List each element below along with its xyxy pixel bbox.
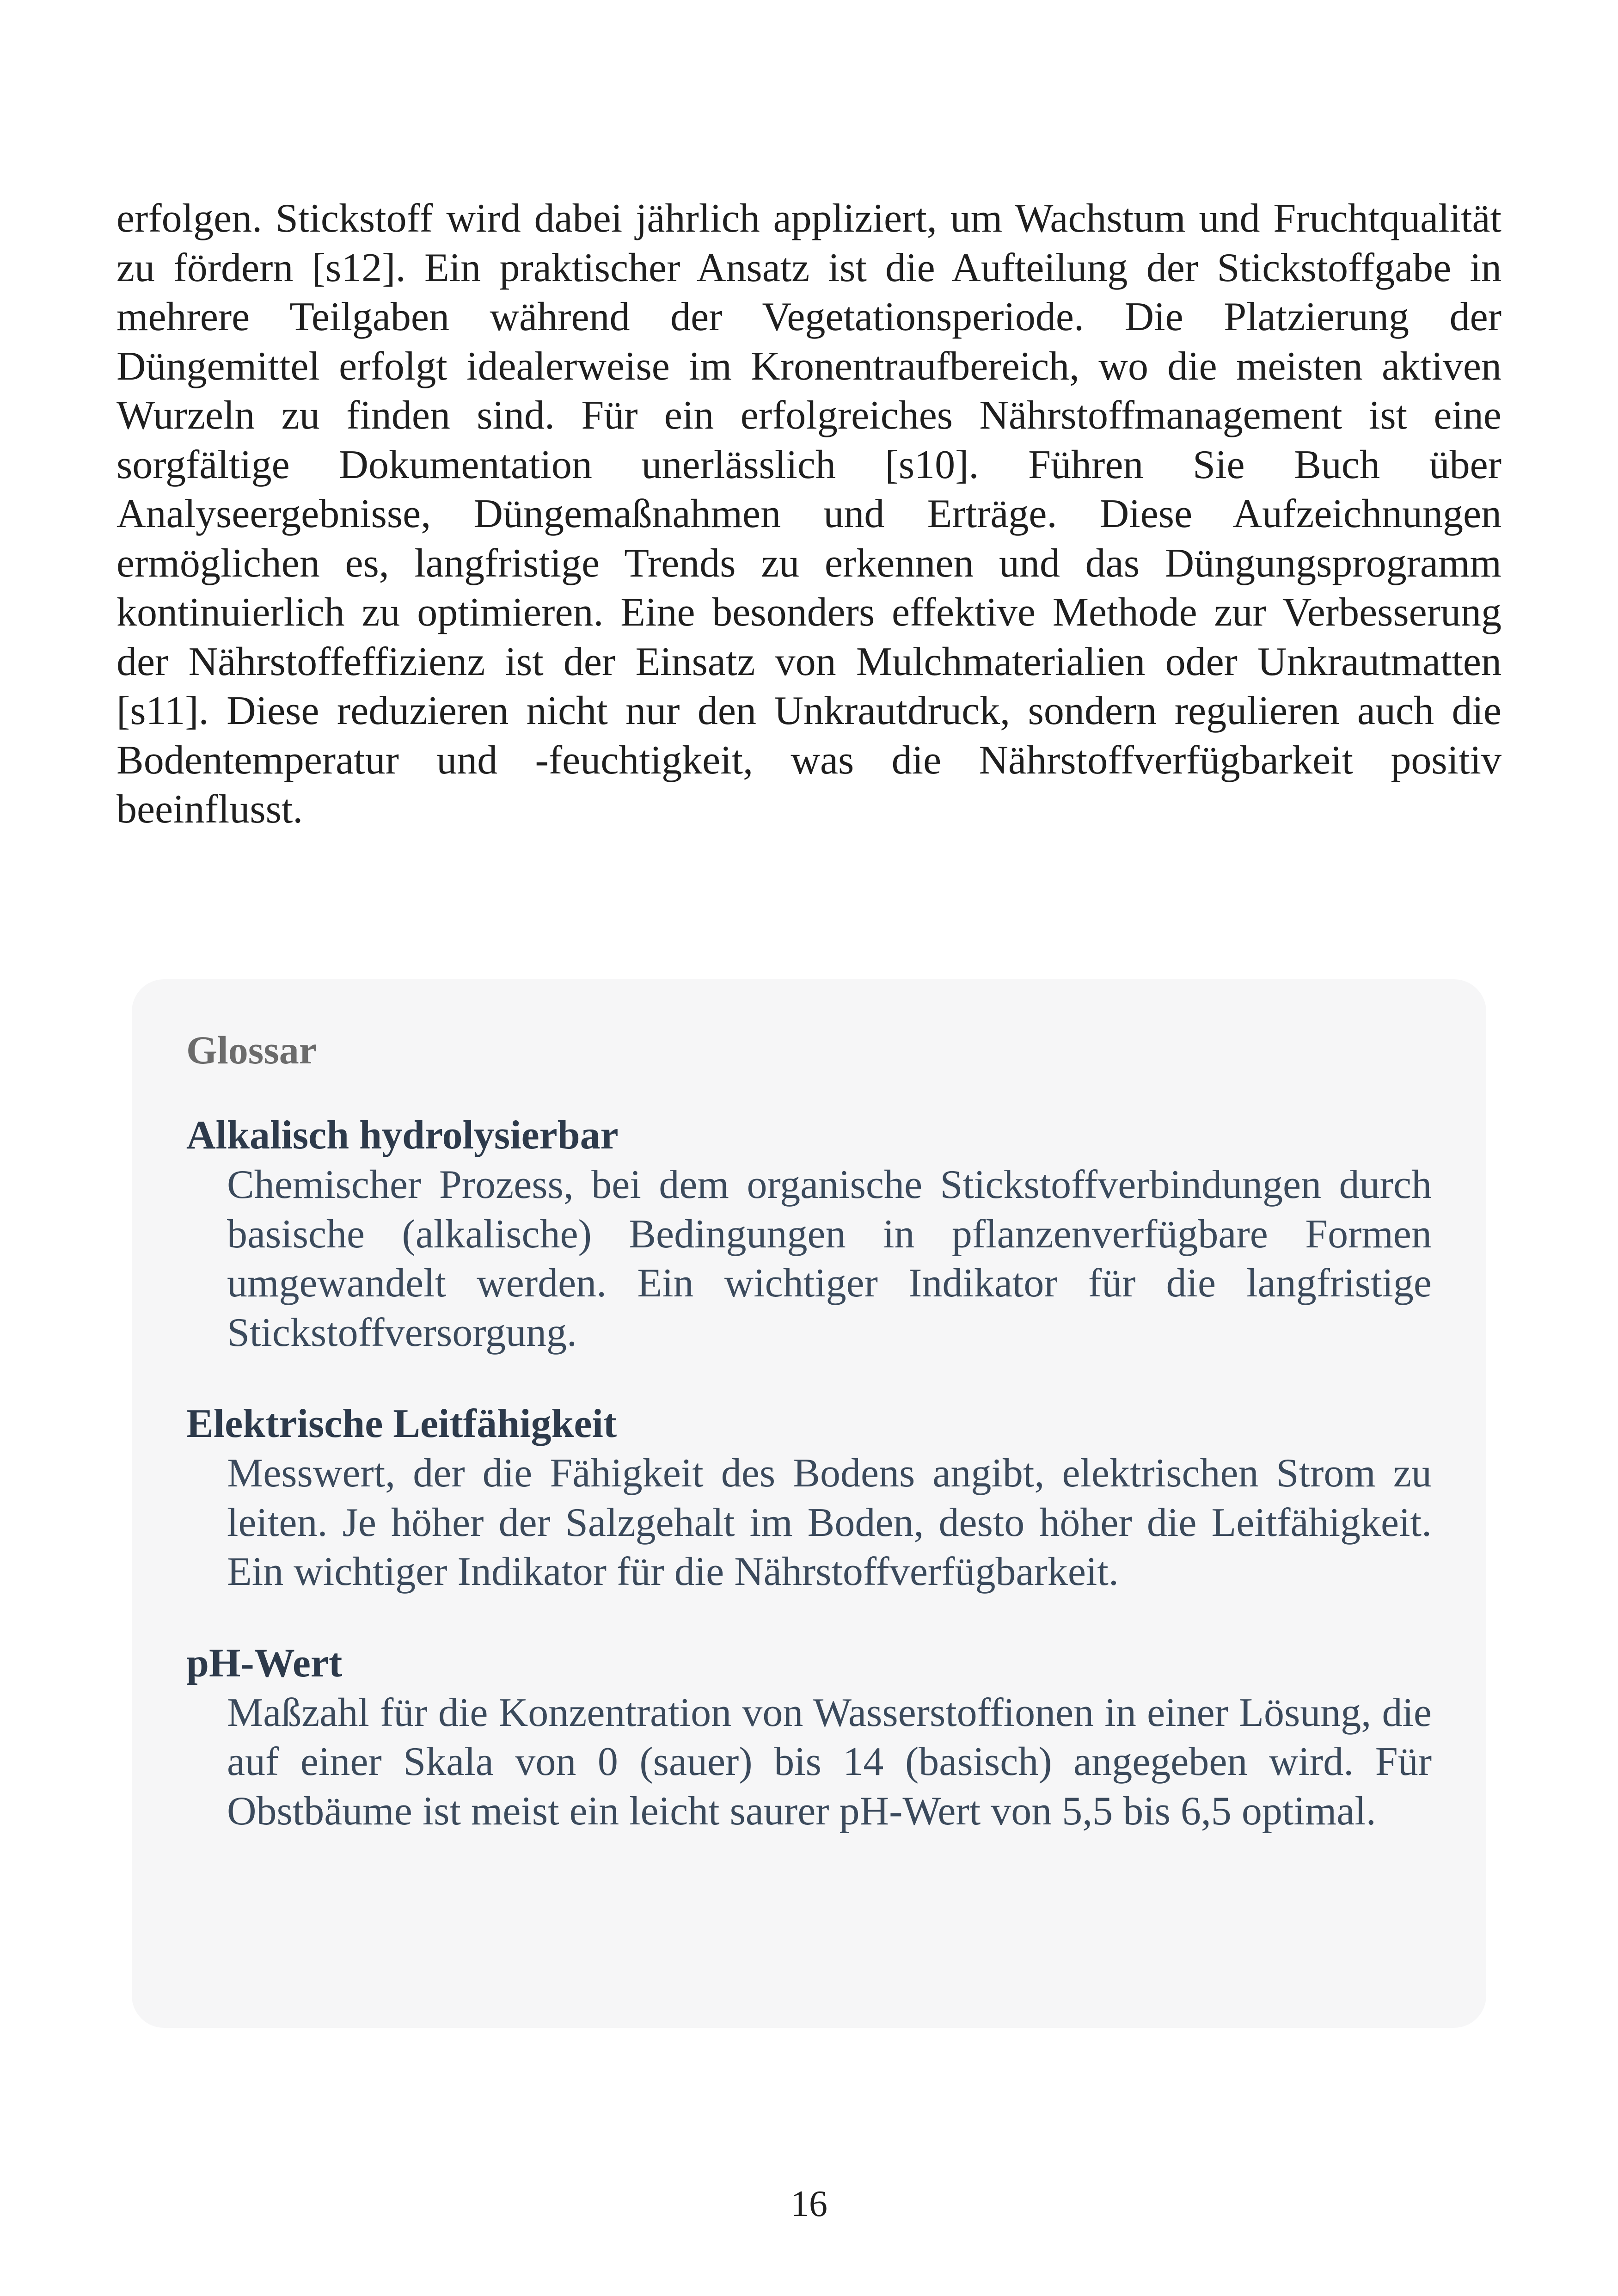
glossary-term: Elektrische Leitfähigkeit xyxy=(186,1401,617,1446)
glossary-box xyxy=(132,979,1486,2028)
glossary-entry xyxy=(186,1639,1432,1836)
glossary-entry xyxy=(186,1399,1432,1597)
glossary-entry xyxy=(186,1111,1432,1357)
body-paragraph: erfolgen. Stickstoff wird dabei jährlich appliziert, um Wachstum und Fruchtqualität zu fördern [s12]. Ein praktischer Ansatz ist die Aufteilung der Stickstoffgabe in mehrere Teilgaben während der Vegetationsperiode. Die Platzierung der Düngemittel erfolgt idealerweise im Kronentraufbereich, wo die meisten aktiven Wurzeln zu finden sind. Für ein erfolgreiches Nährstoffmanagement ist eine sorgfältige Dokumentation unerlässlich [s10]. Führen Sie Buch über Analyseergebnisse, Düngemaßnahmen und Erträge. Diese Aufzeichnungen ermöglichen es, langfristige Trends zu erkennen und das Düngungsprogramm kontinuierlich zu optimieren. Eine besonders effektive Methode zur Verbesserung der Nährstoffeffizienz ist der Einsatz von Mulchmaterialien oder Unkrautmatten [s11]. Diese reduzieren nicht nur den Unkrautdruck, sondern regulieren auch die Bodentemperatur und -feuchtigkeit, was die Nährstoffverfügbarkeit positiv beeinflusst. xyxy=(116,196,1502,832)
glossary-term: pH-Wert xyxy=(186,1640,343,1686)
glossary-term: Alkalisch hydrolysierbar xyxy=(186,1113,619,1158)
page-number: 16 xyxy=(791,2184,827,2224)
glossary-definition: Messwert, der die Fähigkeit des Bodens angibt, elektrischen Strom zu leiten. Je höher der Salzgehalt im Boden, desto höher die Leitfähigkeit. Ein wichtiger Indikator für die Nährstoffverfügbarkeit. xyxy=(227,1451,1432,1594)
glossary-definition: Maßzahl für die Konzentration von Wasserstoffionen in einer Lösung, die auf einer Skala von 0 (sauer) bis 14 (basisch) angegeben wird. Für Obstbäume ist meist ein leicht saurer pH-Wert von 5,5 bis 6,5 optimal. xyxy=(227,1690,1432,1834)
glossary-definition: Chemischer Prozess, bei dem organische Stickstoffverbindungen durch basische (alkalische) Bedingungen in pflanzenverfügbare Formen umgewandelt werden. Ein wichtiger Indikator für die langfristige Stickstoffversorgung. xyxy=(227,1162,1432,1355)
glossary-title: Glossar xyxy=(186,1028,317,1072)
